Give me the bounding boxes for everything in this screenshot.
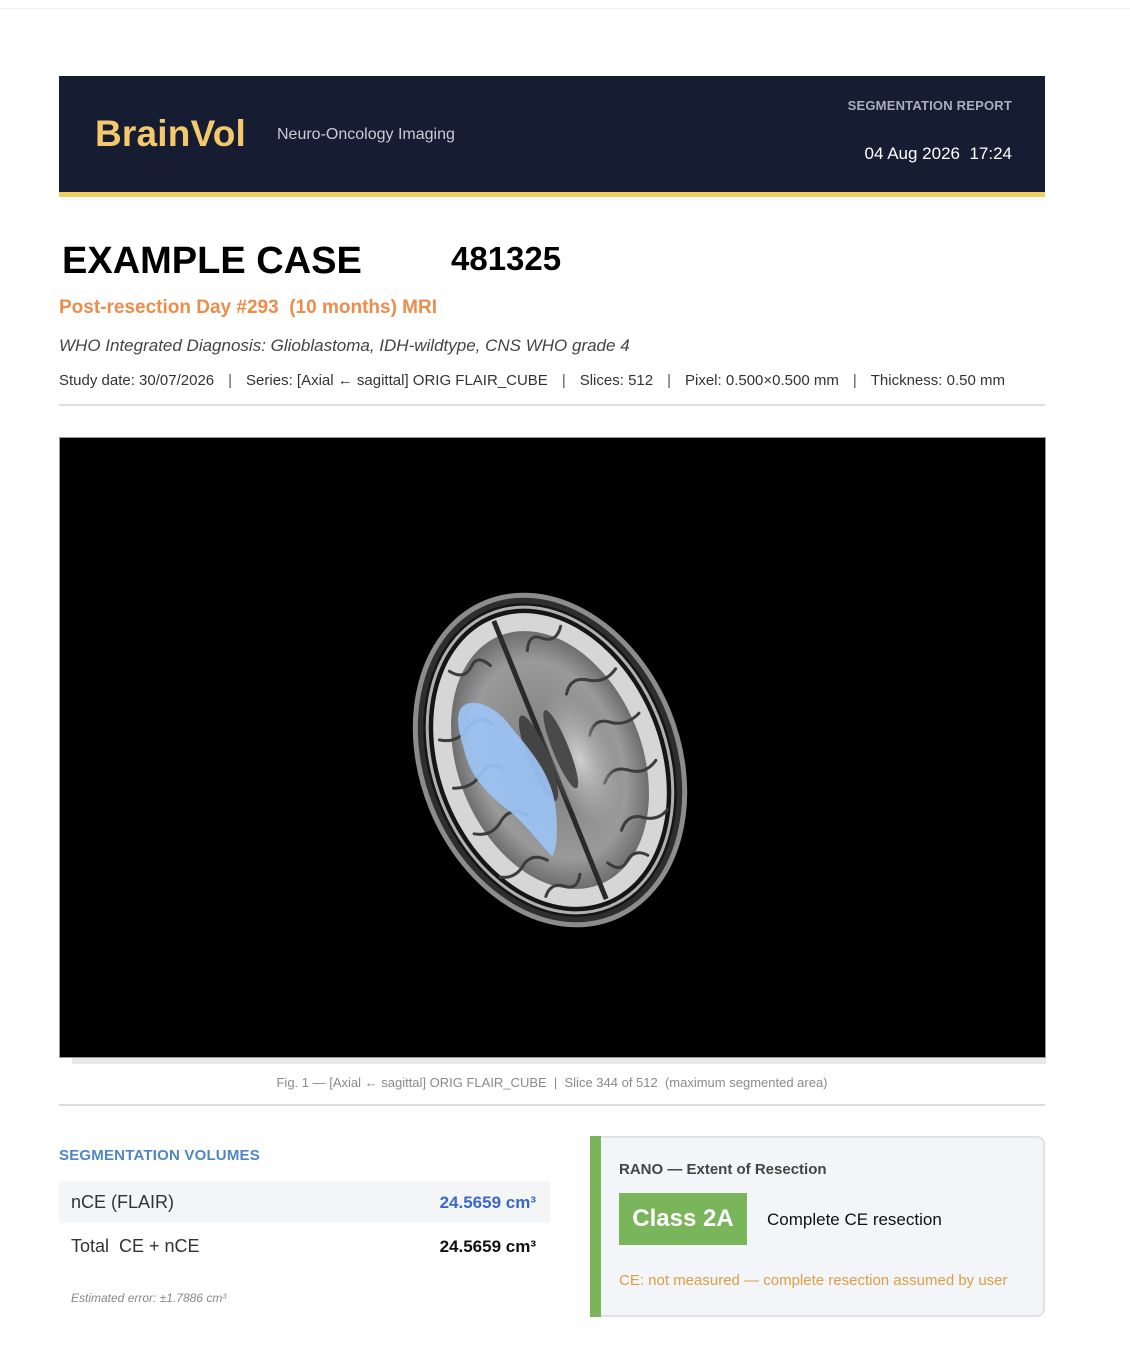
report-type-label: SEGMENTATION REPORT [847, 98, 1012, 113]
mri-figure [59, 437, 1046, 1058]
estimated-error-note: Estimated error: ±1.7886 cm³ [71, 1291, 227, 1305]
volume-label: nCE (FLAIR) [71, 1192, 175, 1212]
slice-thickness: Thickness: 0.50 mm [870, 372, 1005, 389]
rano-accent-bar [590, 1136, 601, 1317]
scan-timepoint: Post-resection Day #293 (10 months) MRI [59, 297, 437, 318]
rano-title: RANO — Extent of Resection [619, 1161, 827, 1178]
volume-value: 24.5659 cm³ [439, 1237, 536, 1256]
report-datetime: 04 Aug 2026 17:24 [864, 144, 1012, 163]
figure-shadow [72, 1058, 1046, 1064]
brand-tagline: Neuro-Oncology Imaging [277, 126, 455, 143]
volume-value: 24.5659 cm³ [439, 1193, 536, 1212]
case-id: 481325 [451, 240, 562, 277]
study-metadata [59, 372, 1045, 392]
brand-logo: BrainVol [95, 113, 246, 154]
meta-separator: | [228, 372, 233, 389]
volume-row-total [59, 1225, 550, 1267]
rano-note: CE: not measured — complete resection assumed by user [619, 1272, 1008, 1289]
volume-label: Total CE + nCE [71, 1236, 200, 1256]
rano-class-badge: Class 2A [619, 1193, 747, 1245]
case-title: EXAMPLE CASE [62, 240, 362, 282]
meta-separator: | [667, 372, 671, 389]
study-date: Study date: 30/07/2026 [59, 372, 215, 389]
segmentation-volumes-heading: SEGMENTATION VOLUMES [59, 1147, 260, 1164]
top-divider [0, 8, 1130, 9]
slice-count: Slices: 512 [579, 372, 654, 389]
meta-separator: | [561, 372, 566, 389]
series-name: Series: [Axial ← sagittal] ORIG FLAIR_CUBE [246, 372, 548, 389]
section-divider [59, 404, 1045, 406]
diagnosis: WHO Integrated Diagnosis: Glioblastoma, IDH-wildtype, CNS WHO grade 4 [59, 336, 630, 355]
figure-caption: Fig. 1 — [Axial ← sagittal] ORIG FLAIR_CUBE | Slice 344 of 512 (maximum segmented area) [276, 1075, 828, 1090]
rano-description: Complete CE resection [767, 1210, 942, 1229]
header-accent-bar [59, 192, 1045, 197]
pixel-spacing: Pixel: 0.500×0.500 mm [685, 372, 839, 389]
section-divider [59, 1104, 1045, 1106]
meta-separator: | [852, 372, 857, 389]
mri-axial-slice-image [60, 438, 1045, 1057]
volume-row-nce [59, 1181, 550, 1223]
